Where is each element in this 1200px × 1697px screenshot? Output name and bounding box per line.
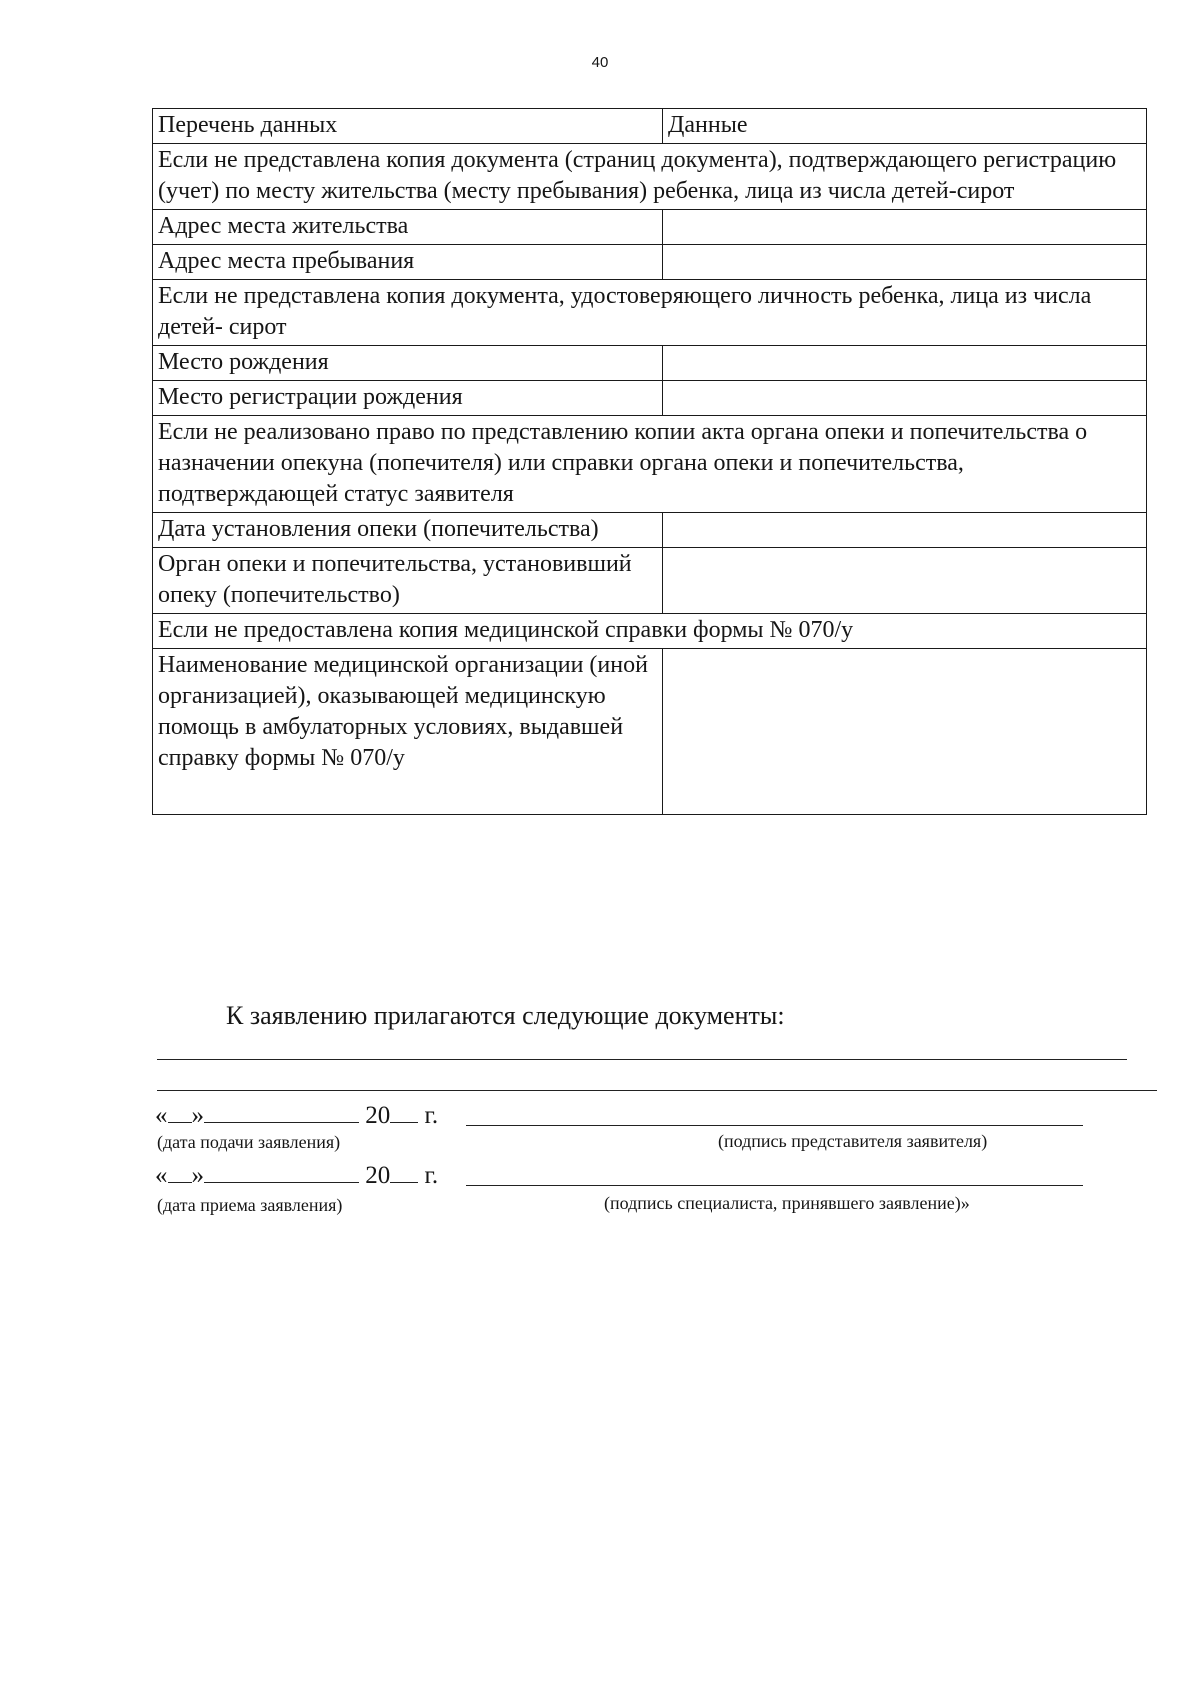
row-label: Место регистрации рождения	[153, 381, 663, 416]
section-title: Если не представлена копия документа (страниц документа), подтверждающего регистрацию (учет) по месту жительства (месту пребывания) ребенка, лица из числа детей-сирот	[153, 144, 1147, 210]
year-field[interactable]	[390, 1160, 418, 1183]
quote-close: »	[191, 1102, 204, 1129]
submission-date-line	[155, 1100, 438, 1131]
section-row	[153, 614, 1147, 649]
section-row	[153, 416, 1147, 513]
row-value-field[interactable]	[663, 346, 1147, 381]
table-header-row	[153, 109, 1147, 144]
row-label: Адрес места пребывания	[153, 245, 663, 280]
year-suffix: г.	[424, 1102, 439, 1129]
specialist-signature-line[interactable]	[466, 1185, 1083, 1186]
data-table	[152, 108, 1147, 815]
day-field[interactable]	[168, 1160, 192, 1183]
table-row	[153, 649, 1147, 815]
quote-open: «	[155, 1162, 168, 1189]
row-value-field[interactable]	[663, 513, 1147, 548]
row-value-field[interactable]	[663, 649, 1147, 815]
table-row	[153, 245, 1147, 280]
representative-signature-caption: (подпись представителя заявителя)	[718, 1131, 988, 1151]
attachments-line-1[interactable]	[157, 1059, 1127, 1060]
row-value-field[interactable]	[663, 210, 1147, 245]
month-field[interactable]	[204, 1160, 359, 1183]
quote-open: «	[155, 1102, 168, 1129]
row-value-field[interactable]	[663, 245, 1147, 280]
year-prefix: 20	[365, 1162, 391, 1189]
submission-date-caption: (дата подачи заявления)	[157, 1132, 341, 1152]
table-row	[153, 346, 1147, 381]
year-prefix: 20	[365, 1102, 391, 1129]
row-label: Наименование медицинской организации (иной организацией), оказывающей медицинскую помощь в амбулаторных условиях, выдавшей справку формы № 070/у	[153, 649, 663, 815]
day-field[interactable]	[168, 1100, 192, 1123]
table-row	[153, 548, 1147, 614]
month-field[interactable]	[204, 1100, 359, 1123]
table-row	[153, 210, 1147, 245]
year-field[interactable]	[390, 1100, 418, 1123]
table-row	[153, 381, 1147, 416]
row-label: Дата установления опеки (попечительства)	[153, 513, 663, 548]
header-data-list: Перечень данных	[153, 109, 663, 144]
representative-signature-line[interactable]	[466, 1125, 1083, 1126]
row-value-field[interactable]	[663, 381, 1147, 416]
attachments-line-2[interactable]	[157, 1090, 1157, 1091]
section-title: Если не предоставлена копия медицинской справки формы № 070/у	[153, 614, 1147, 649]
table-row	[153, 513, 1147, 548]
header-data: Данные	[663, 109, 1147, 144]
year-suffix: г.	[424, 1162, 439, 1189]
row-label: Адрес места жительства	[153, 210, 663, 245]
row-label: Орган опеки и попечительства, установивший опеку (попечительство)	[153, 548, 663, 614]
section-title: Если не реализовано право по представлению копии акта органа опеки и попечительства о назначении опекуна (попечителя) или справки органа опеки и попечительства, подтверждающей статус заявителя	[153, 416, 1147, 513]
row-value-field[interactable]	[663, 548, 1147, 614]
section-title: Если не представлена копия документа, удостоверяющего личность ребенка, лица из числа детей- сирот	[153, 280, 1147, 346]
section-row	[153, 144, 1147, 210]
page-number: 40	[591, 54, 609, 71]
section-row	[153, 280, 1147, 346]
acceptance-date-line	[155, 1160, 438, 1191]
attachments-heading: К заявлению прилагаются следующие документы:	[226, 1001, 785, 1030]
acceptance-date-caption: (дата приема заявления)	[157, 1195, 343, 1215]
specialist-signature-caption: (подпись специалиста, принявшего заявление)»	[604, 1193, 970, 1213]
quote-close: »	[191, 1162, 204, 1189]
row-label: Место рождения	[153, 346, 663, 381]
